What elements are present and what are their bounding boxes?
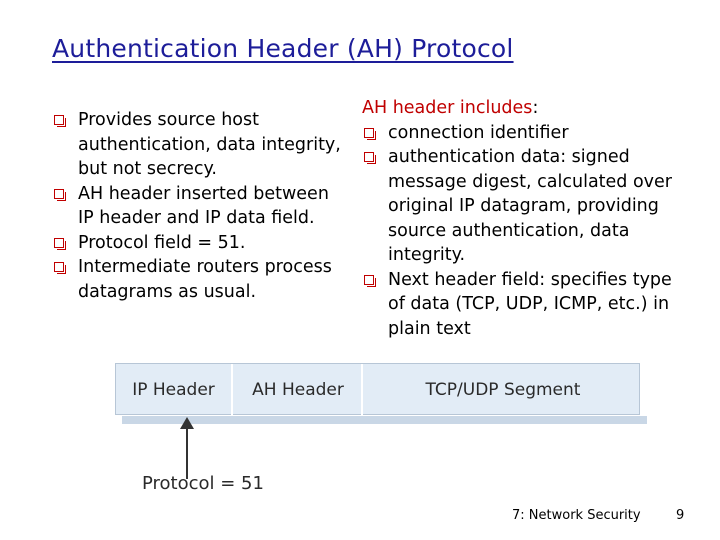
footer-chapter: 7: Network Security: [512, 508, 641, 523]
left-bullet-list: [52, 108, 342, 304]
hollow-square-bullet-icon: [54, 115, 64, 125]
left-bullet-4-text: Intermediate routers process datagrams as usual.: [78, 257, 332, 302]
protocol-label: Protocol = 51: [142, 473, 264, 494]
ah-packet-diagram: [115, 363, 645, 513]
left-bullet-2-text: AH header inserted between IP header and IP data field.: [78, 183, 329, 228]
right-heading-colon: :: [532, 98, 539, 118]
hollow-square-bullet-icon: [54, 262, 64, 272]
arrow-shaft: [186, 423, 188, 479]
page-number: 9: [676, 508, 685, 523]
right-bullet-1: [362, 121, 692, 146]
ip-header-segment: IP Header: [132, 380, 215, 400]
packet-bar-shadow: [122, 416, 647, 424]
right-heading: [362, 96, 692, 121]
ah-header-segment: AH Header: [231, 364, 363, 416]
right-bullet-1-text: connection identifier: [388, 122, 569, 143]
packet-bar: [115, 363, 640, 415]
right-bullet-2: [362, 145, 692, 268]
hollow-square-bullet-icon: [54, 238, 64, 248]
right-bullet-3: [362, 268, 692, 342]
hollow-square-bullet-icon: [54, 189, 64, 199]
left-bullet-4: [52, 255, 342, 304]
left-bullet-2: [52, 182, 342, 231]
slide-title: Authentication Header (AH) Protocol: [52, 34, 514, 63]
tcp-udp-segment: TCP/UDP Segment: [361, 364, 643, 416]
left-bullet-1-text: Provides source host authentication, data integrity, but not secrecy.: [78, 110, 341, 179]
hollow-square-bullet-icon: [364, 275, 374, 285]
left-bullet-1: [52, 108, 342, 182]
right-bullet-3-text: Next header field: specifies type of data (TCP, UDP, ICMP, etc.) in plain text: [388, 269, 672, 339]
right-bullet-list: [362, 96, 692, 341]
right-heading-text: AH header includes: [362, 98, 533, 118]
left-bullet-3-text: Protocol field = 51.: [78, 232, 246, 253]
right-bullet-2-text: authentication data: signed message digest, calculated over original IP datagram, providing source authentication, data integrity.: [388, 147, 672, 265]
left-bullet-3: [52, 231, 342, 256]
hollow-square-bullet-icon: [364, 152, 374, 162]
hollow-square-bullet-icon: [364, 128, 374, 138]
